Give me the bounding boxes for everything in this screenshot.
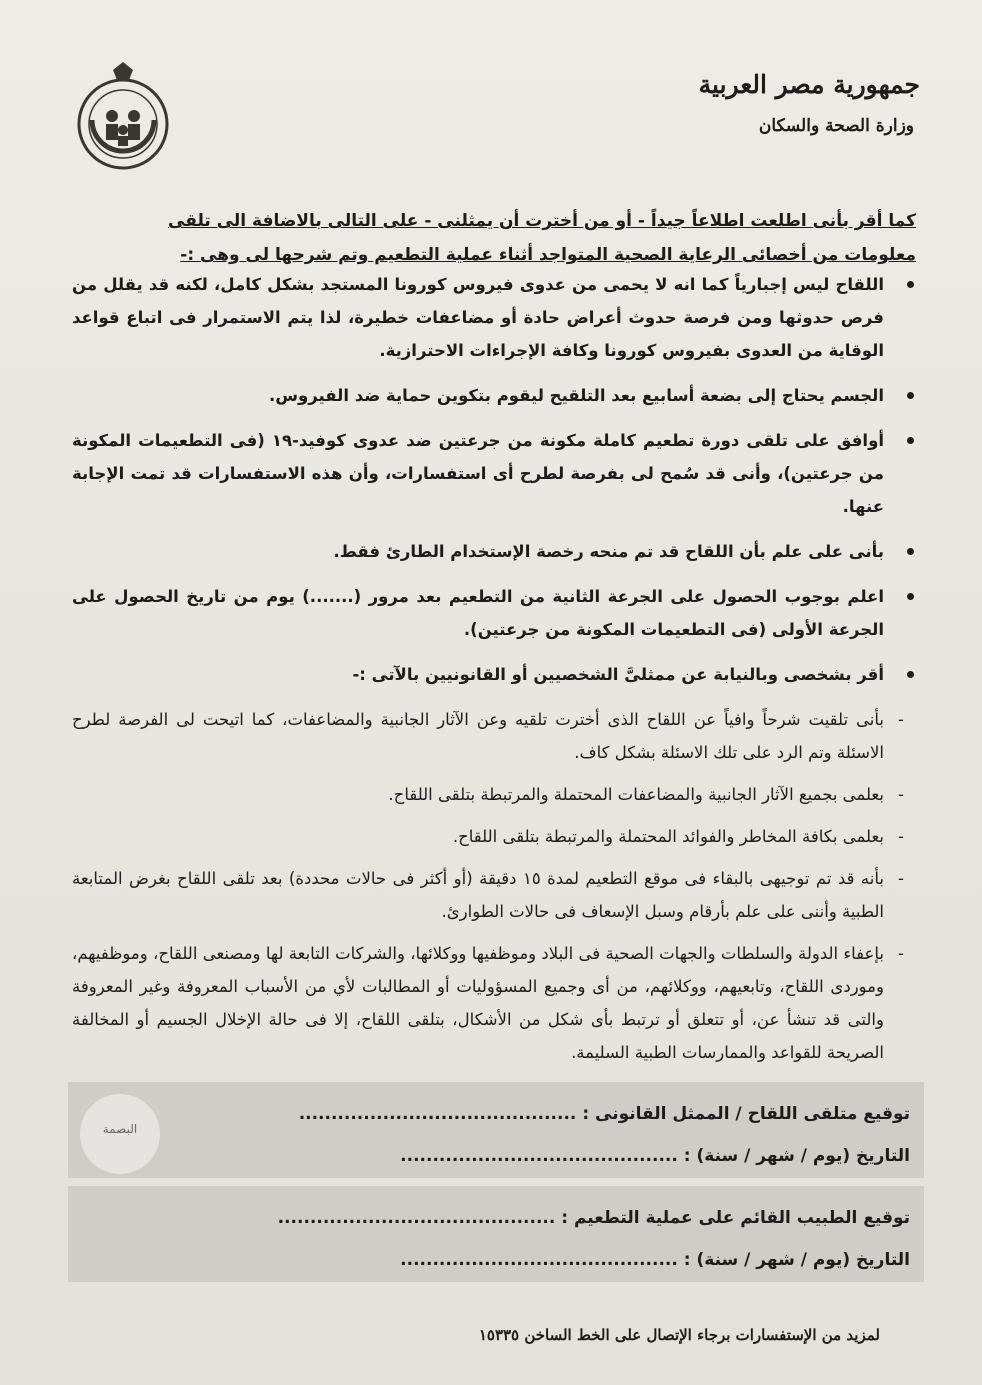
hotline-footer: لمزيد من الإستفسارات برجاء الإتصال على الخط الساخن ١٥٣٣٥ bbox=[478, 1326, 880, 1344]
sub-item: - بأنه قد تم توجيهى بالبقاء فى موقع التطعيم لمدة ١٥ دقيقة (أو أكثر فى حالات محددة) بعد تلقى اللقاح بغرض المتابعة الطبية وأننى على علم بأرقام وسبل الإسعاف فى حالات الطوارئ. bbox=[72, 869, 904, 921]
sub-item: - بأنى تلقيت شرحاً وافياً عن اللقاح الذى أخترت تلقيه وعن الآثار الجانبية والمضاعفات، كما اتيحت لى الفرصة لطرح الاسئلة وتم الرد على تلك الاسئلة بشكل كاف. bbox=[72, 710, 904, 762]
list-item: أوافق على تلقى دورة تطعيم كاملة مكونة من جرعتين ضد عدوى كوفيد-١٩ (فى التطعيمات المكونة من جرعتين)، وأنى قد سُمح لى بفرصة لطرح أى استفسارات، وأن هذه الاستفسارات قد تمت الإجابة عنها. bbox=[72, 424, 922, 523]
bullet-icon bbox=[907, 392, 914, 399]
republic-title: جمهورية مصر العربية bbox=[698, 70, 920, 99]
list-item: أقر بشخصى وبالنيابة عن ممثلىَّ الشخصيين أو القانونيين بالآتى :- bbox=[72, 658, 922, 691]
list-item: بأنى على علم بأن اللقاح قد تم منحه رخصة الإستخدام الطارئ فقط. bbox=[72, 535, 922, 568]
sub-item: - بعلمى بجميع الآثار الجانبية والمضاعفات المحتملة والمرتبطة بتلقى اللقاح. bbox=[388, 785, 904, 804]
sub-item: - بعلمى بكافة المخاطر والفوائد المحتملة والمرتبطة بتلقى اللقاح. bbox=[452, 827, 904, 846]
list-item: اللقاح ليس إجبارياً كما انه لا يحمى من عدوى فيروس كورونا المستجد بشكل كامل، لكنه قد يقلل من فرص حدوثها ومن فرصة حدوث أعراض حادة أو مضاعفات خطيرة، لذا يتم الاستمرار فى اتباع قواعد الوقاية من العدوى بفيروس كورونا وكافة الإجراءات الاحترازية. bbox=[72, 268, 922, 367]
doctor-signature-field[interactable]: توقيع الطبيب القائم على عملية التطعيم : ........................................... bbox=[277, 1208, 910, 1228]
recipient-signature-field[interactable]: توقيع متلقى اللقاح / الممثل القانونى : ........................................... bbox=[298, 1104, 910, 1124]
bullet-icon bbox=[907, 671, 914, 678]
list-item: الجسم يحتاج إلى بضعة أسابيع بعد التلقيح ليقوم بتكوين حماية ضد الفيروس. bbox=[72, 379, 922, 412]
doctor-date-field[interactable]: التاريخ (يوم / شهر / سنة) : ........................................... bbox=[400, 1250, 910, 1270]
bullet-icon bbox=[907, 281, 914, 288]
sub-item: - بإعفاء الدولة والسلطات والجهات الصحية فى البلاد وموظفيها ووكلائها، والشركات التابعة لها ومصنعى اللقاح، وموظفيهم، وموردى اللقاح، وتابعيهم، ووكلائهم، من أى وجميع المسؤوليات أو المطالبات لأي من الأسباب المعروفة وغير المعروفة والتى قد تنشأ عن، أو تتعلق أو ترتبط بأى شكل من الأشكال، بتلقى اللقاح، إلا فى حالة الإخلال الجسيم أو المخالفة الصريحة للقواعد والممارسات الطبية السليمة. bbox=[72, 944, 904, 1062]
recipient-signature-box bbox=[68, 1082, 924, 1178]
consent-clauses bbox=[72, 268, 922, 1078]
ministry-title: وزارة الصحة والسكان bbox=[758, 116, 914, 136]
list-item: اعلم بوجوب الحصول على الجرعة الثانية من التطعيم بعد مرور (.......) يوم من تاريخ الحصول على الجرعة الأولى (فى التطعيمات المكونة من جرعتين). bbox=[72, 580, 922, 646]
recipient-date-field[interactable]: التاريخ (يوم / شهر / سنة) : ........................................... bbox=[400, 1146, 910, 1166]
doctor-signature-box bbox=[68, 1186, 924, 1282]
fingerprint-field[interactable]: البصمة bbox=[80, 1094, 160, 1174]
bullet-icon bbox=[907, 593, 914, 600]
ministry-emblem-icon bbox=[68, 58, 178, 176]
bullet-icon bbox=[907, 437, 914, 444]
consent-intro: كما أقر بأنى اطلعت اطلاعاً جيداً - أو من أخترت أن يمثلنى - على التالى بالاضافة الى تلقى معلومات من أخصائى الرعاية الصحية المتواجد أثناء عملية التطعيم وتم شرحها لى وهى :- bbox=[168, 211, 916, 265]
bullet-icon bbox=[907, 548, 914, 555]
